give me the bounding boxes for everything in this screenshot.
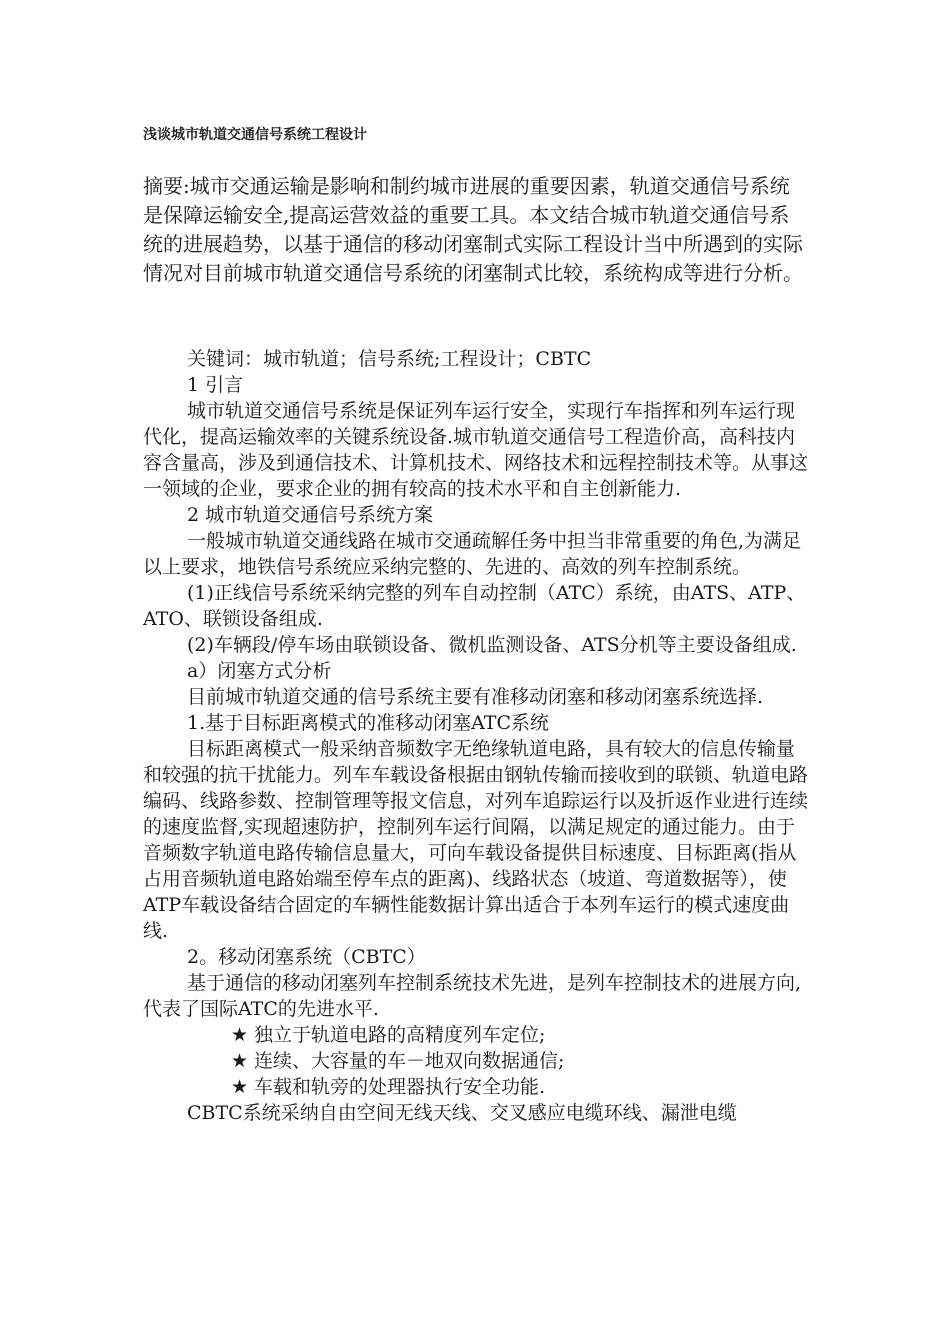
star-icon: ★ xyxy=(231,1076,249,1098)
keywords-line: 关键词：城市轨道；信号系统;工程设计；CBTC xyxy=(187,348,592,370)
bullet-item-1 xyxy=(143,1022,808,1048)
bullet-text: 连续、大容量的车－地双向数据通信; xyxy=(254,1050,565,1072)
subsection-a-heading: a）闭塞方式分析 xyxy=(187,660,332,682)
section-2-paragraph: 一般城市轨道交通线路在城市交通疏解任务中担当非常重要的角色,为满足以上要求，地铁信号系统应采纳完整的、先进的、高效的列车控制系统。 xyxy=(143,530,802,578)
item-1-paragraph: 目标距离模式一般采纳音频数字无绝缘轨道电路，具有较大的信息传输量和较强的抗干扰能力。列车车载设备根据由钢轨传输而接收到的联锁、轨道电路编码、线路参数、控制管理等报文信息，对列车追踪运行以及折返作业进行连续的速度监督,实现超速防护，控制列车运行间隔，以满足规定的通过能力。由于音频数字轨道电路传输信息量大，可向车载设备提供目标速度、目标距离(指从占用音频轨道电路始端至停车点的距离)、线路状态（坡道、弯道数据等），使ATP车载设备结合固定的车辆性能数据计算出适合于本列车运行的模式速度曲线. xyxy=(143,738,809,942)
section-1-paragraph: 城市轨道交通信号系统是保证列车运行安全，实现行车指挥和列车运行现代化，提高运输效率的关键系统设备.城市轨道交通信号工程造价高，高科技内容含量高，涉及到通信技术、计算机技术、网络技术和远程控制技术等。从事这一领域的企业，要求企业的拥有较高的技术水平和自主创新能力. xyxy=(143,400,809,500)
star-icon: ★ xyxy=(231,1024,249,1046)
bullet-item-2 xyxy=(143,1048,808,1074)
section-1-heading: 1 引言 xyxy=(187,374,244,396)
document-body xyxy=(143,346,808,1126)
section-2-item-1: (1)正线信号系统采纳完整的列车自动控制（ATC）系统，由ATS、ATP、ATO、联锁设备组成. xyxy=(143,582,806,630)
document-title: 浅谈城市轨道交通信号系统工程设计 xyxy=(143,127,367,143)
bullet-text: 独立于轨道电路的高精度列车定位; xyxy=(254,1024,546,1046)
item-2-heading: 2。移动闭塞系统（CBTC） xyxy=(187,946,426,968)
subsection-a-paragraph: 目前城市轨道交通的信号系统主要有准移动闭塞和移动闭塞系统选择. xyxy=(187,686,764,708)
star-icon: ★ xyxy=(231,1050,249,1072)
bullet-text: 车载和轨旁的处理器执行安全功能. xyxy=(254,1076,546,1098)
section-2-heading: 2 城市轨道交通信号系统方案 xyxy=(187,504,434,526)
item-1-heading: 1.基于目标距离模式的准移动闭塞ATC系统 xyxy=(187,712,550,734)
bullet-item-3 xyxy=(143,1074,808,1100)
section-2-item-2: (2)车辆段/停车场由联锁设备、微机监测设备、ATS分机等主要设备组成. xyxy=(187,634,797,656)
item-2-paragraph-continued: CBTC系统采纳自由空间无线天线、交叉感应电缆环线、漏泄电缆 xyxy=(187,1102,737,1124)
item-2-paragraph: 基于通信的移动闭塞列车控制系统技术先进，是列车控制技术的进展方向,代表了国际ATC的先进水平. xyxy=(143,972,802,1020)
abstract-paragraph: 摘要:城市交通运输是影响和制约城市进展的重要因素，轨道交通信号系统是保障运输安全,提高运营效益的重要工具。本文结合城市轨道交通信号系统的进展趋势，以基于通信的移动闭塞制式实际工程设计当中所遇到的实际情况对目前城市轨道交通信号系统的闭塞制式比较，系统构成等进行分析。 xyxy=(143,174,803,285)
